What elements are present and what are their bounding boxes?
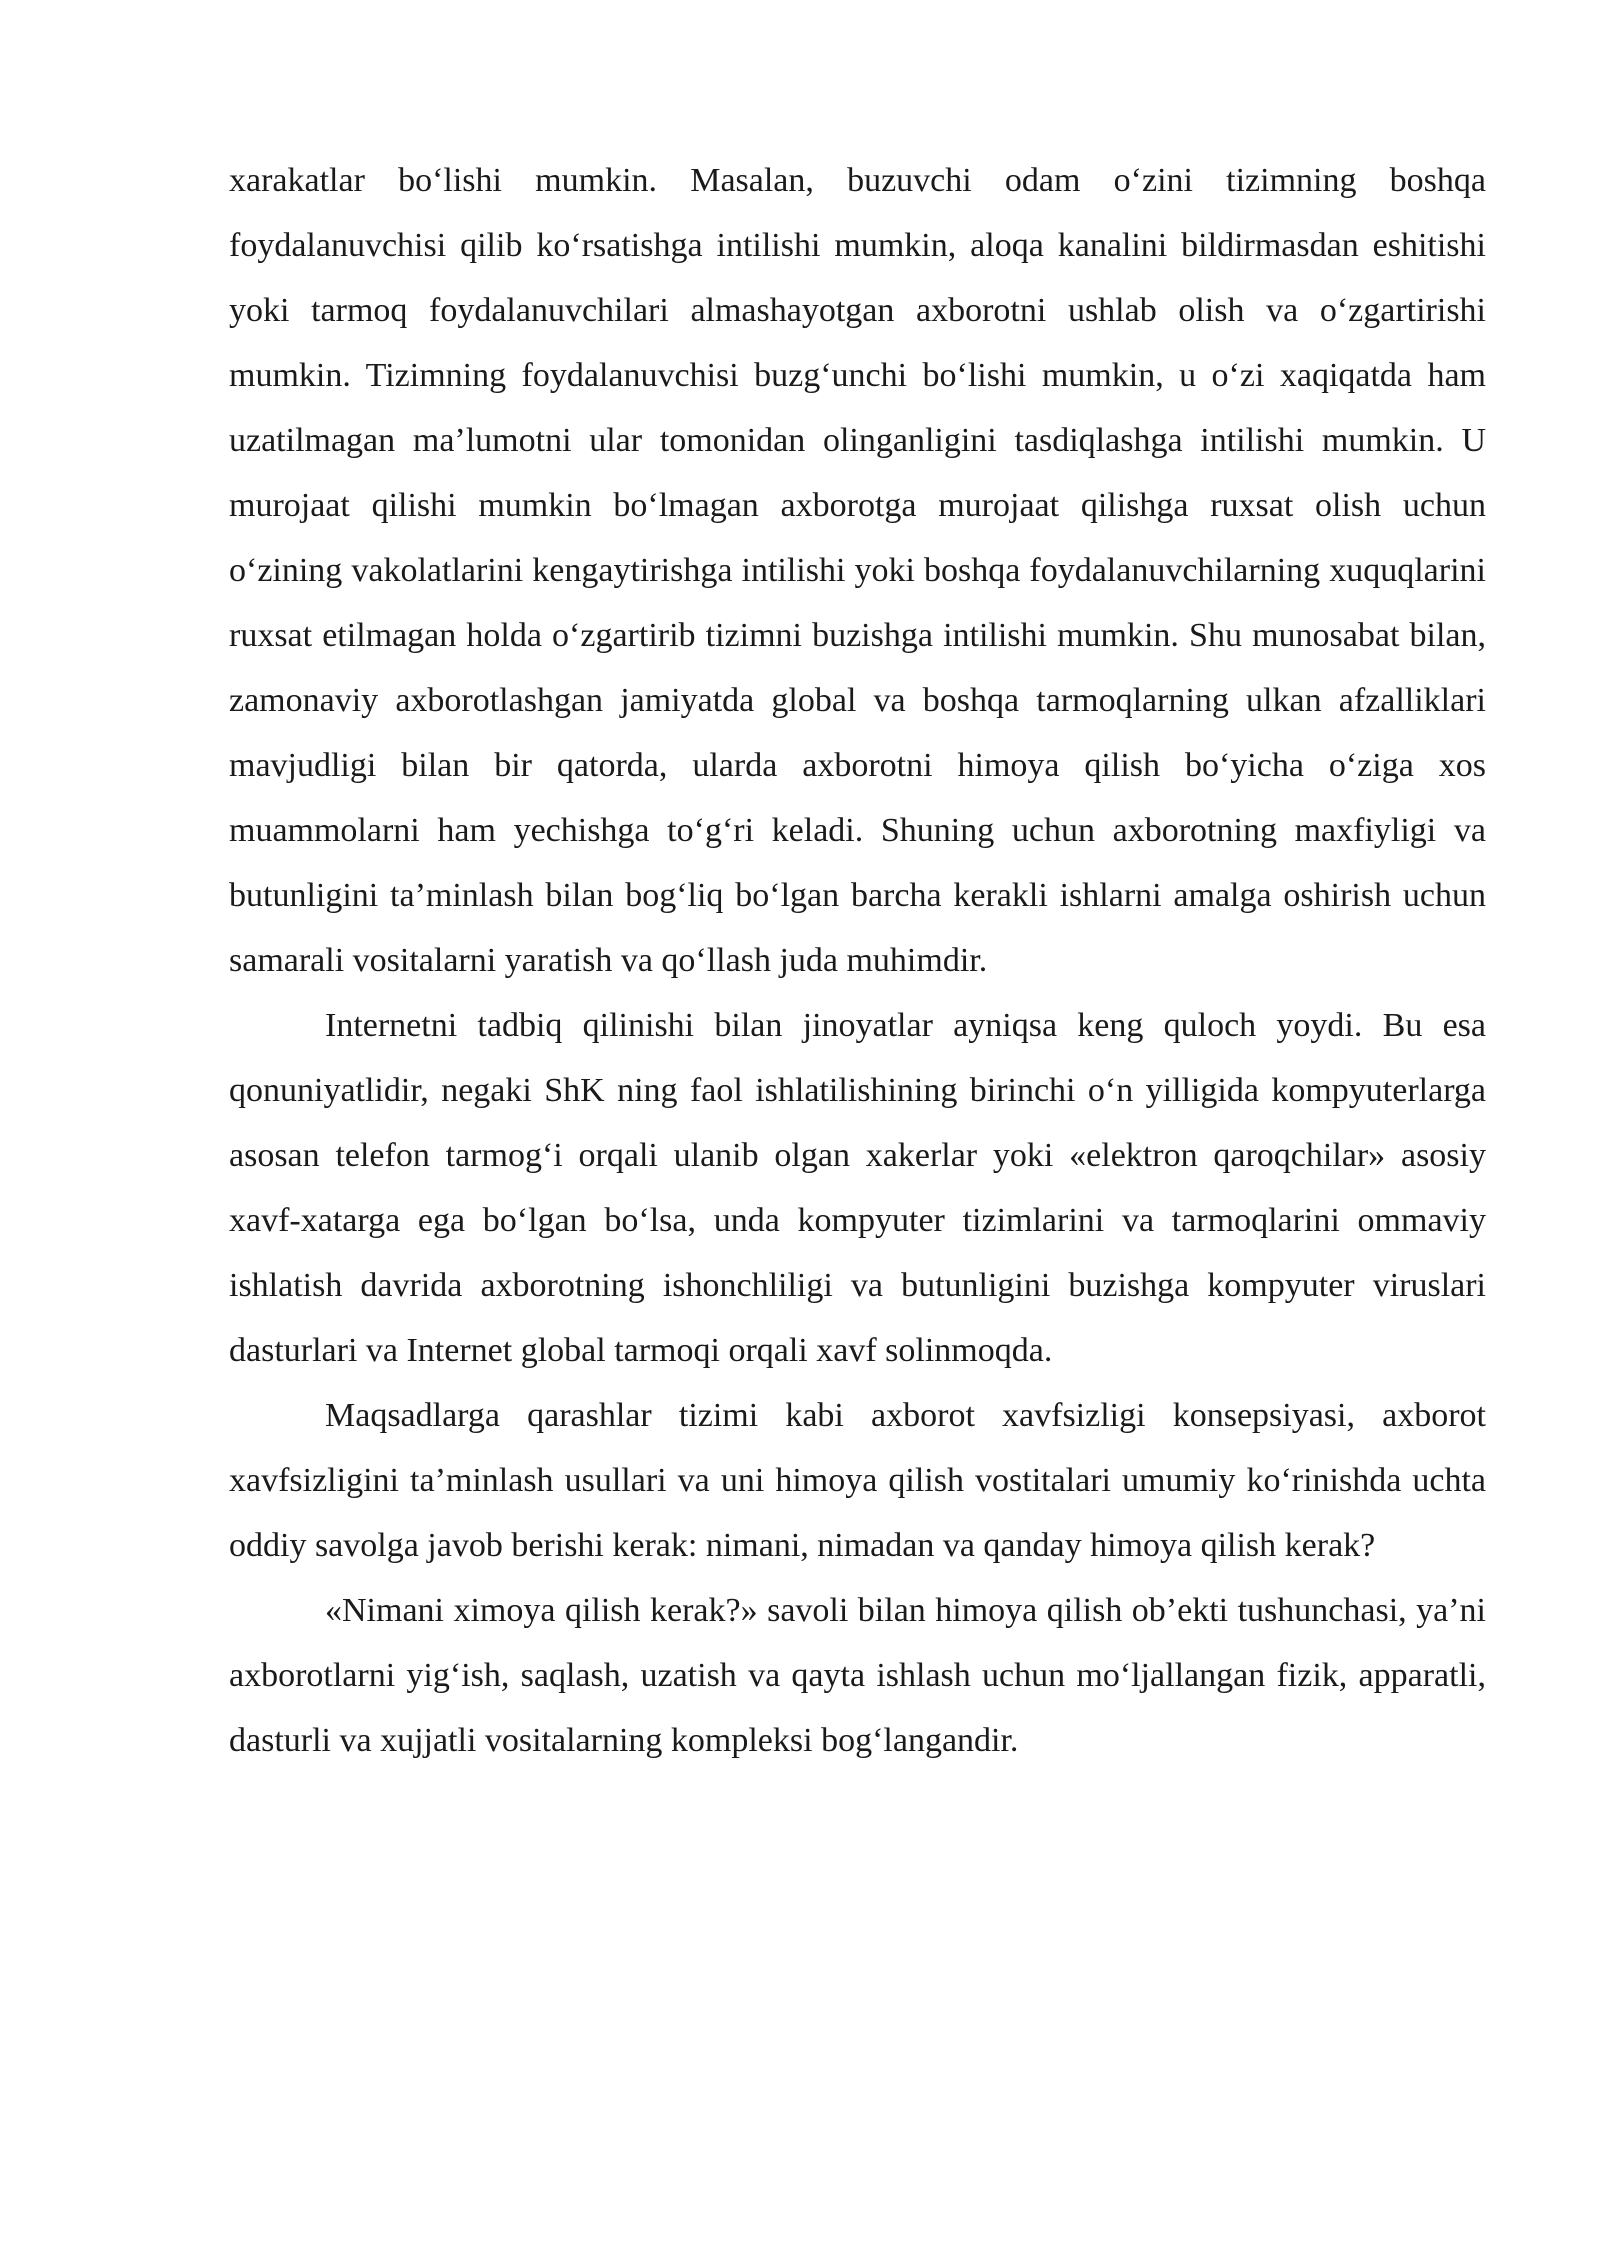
paragraph-2: Internetni tadbiq qilinishi bilan jinoyatlar ayniqsa keng quloch yoydi. Bu esa qonuniyatlidir, negaki ShK ning faol ishlatilishining birinchi o‘n yilligida kompyuterlarga asosan telefon tarmog‘i orqali ulanib olgan xakerlar yoki «elektron qaroqchilar» asosiy xavf-xatarga ega bo‘lgan bo‘lsa, unda kompyuter tizimlarini va tarmoqlarini ommaviy ishlatish davrida axborotning ishonchliligi va butunligini buzishga kompyuter viruslari dasturlari va Internet global tarmoqi orqali xavf solinmoqda.	[229, 1007, 1486, 1369]
paragraph-3: Maqsadlarga qarashlar tizimi kabi axborot xavfsizligi konsepsiyasi, axborot xavfsizligini ta’minlash usullari va uni himoya qilish vostitalari umumiy ko‘rinishda uchta oddiy savolga javob berishi kerak: nimani, nimadan va qanday himoya qilish kerak?	[229, 1397, 1486, 1564]
paragraph-1: xarakatlar bo‘lishi mumkin. Masalan, buzuvchi odam o‘zini tizimning boshqa foydalanuvchisi qilib ko‘rsatishga intilishi mumkin, aloqa kanalini bildirmasdan eshitishi yoki tarmoq foydalanuvchilari almashayotgan axborotni ushlab olish va o‘zgartirishi mumkin. Tizimning foydalanuvchisi buzg‘unchi bo‘lishi mumkin, u o‘zi xaqiqatda ham uzatilmagan ma’lumotni ular tomonidan olinganligini tasdiqlashga intilishi mumkin. U murojaat qilishi mumkin bo‘lmagan axborotga murojaat qilishga ruxsat olish uchun o‘zining vakolatlarini kengaytirishga intilishi yoki boshqa foydalanuvchilarning xuquqlarini ruxsat etilmagan holda o‘zgartirib tizimni buzishga intilishi mumkin. Shu munosabat bilan, zamonaviy axborotlashgan jamiyatda global va boshqa tarmoqlarning ulkan afzalliklari mavjudligi bilan bir qatorda, ularda axborotni himoya qilish bo‘yicha o‘ziga xos muammolarni ham yechishga to‘g‘ri keladi. Shuning uchun axborotning maxfiyligi va butunligini ta’minlash bilan bog‘liq bo‘lgan barcha kerakli ishlarni amalga oshirish uchun samarali vositalarni yaratish va qo‘llash juda muhimdir.	[229, 162, 1486, 979]
document-page	[229, 148, 1486, 1773]
paragraph-4: «Nimani ximoya qilish kerak?» savoli bilan himoya qilish ob’ekti tushunchasi, ya’ni axborotlarni yig‘ish, saqlash, uzatish va qayta ishlash uchun mo‘ljallangan fizik, apparatli, dasturli va xujjatli vositalarning kompleksi bog‘langandir.	[229, 1592, 1486, 1759]
